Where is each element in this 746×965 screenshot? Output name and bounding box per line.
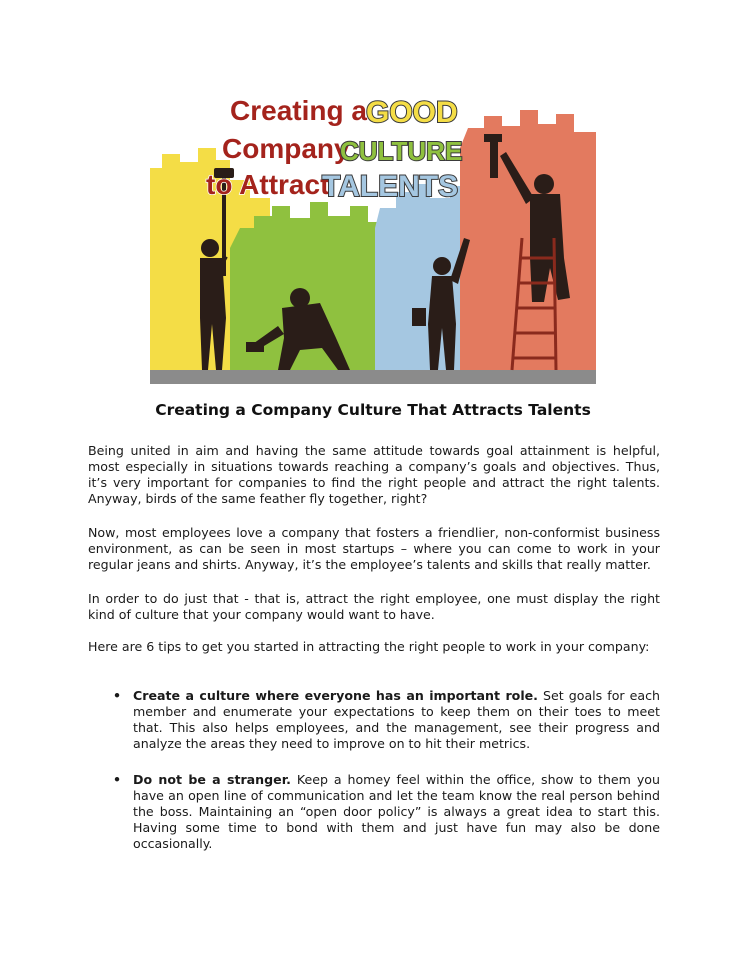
hero-line1-accent: GOOD xyxy=(366,96,458,129)
list-item xyxy=(88,688,660,752)
hero-line2-accent: CULTURE xyxy=(340,136,463,166)
hero-line3-accent: TALENTS xyxy=(322,170,459,203)
hero-title xyxy=(206,95,462,203)
hero-illustration-svg xyxy=(150,88,596,384)
tip-body: Keep a homey feel within the office, show to them you have an open line of communication and let the team know the real person behind the boss. Maintaining an “open door policy” is always a great idea to start this. Having some time to bond with them and just have fun may also be done occasionally. xyxy=(133,772,660,851)
hero-line2: Company xyxy=(222,133,350,164)
hero-line3: to Attract xyxy=(206,169,330,200)
ground-strip xyxy=(150,370,596,384)
list-item xyxy=(88,772,660,852)
paragraph-culture: In order to do just that - that is, attract the right employee, one must display the right kind of culture that your company would want to have. xyxy=(88,591,660,622)
hero-line1: Creating a xyxy=(230,95,367,126)
paragraph-tips-intro: Here are 6 tips to get you started in attracting the right people to work in your company: xyxy=(88,639,650,654)
tip-heading: Do not be a stranger. xyxy=(133,772,291,787)
paragraph-intro: Being united in aim and having the same attitude towards goal attainment is helpful, most especially in situations towards reaching a company’s goals and objectives. Thus, it’s very important for companies to find the right people and attract the right talents. Anyway, birds of the same feather fly together, right? xyxy=(88,443,660,506)
document-title: Creating a Company Culture That Attracts Talents xyxy=(155,401,591,419)
bullet-icon: • xyxy=(113,772,122,787)
paragraph-startups: Now, most employees love a company that fosters a friendlier, non-conformist business environment, as can be seen in most startups – where you can come to work in your regular jeans and shirts. Anyway, it’s the employee’s talents and skills that really matter. xyxy=(88,525,660,572)
tip-heading: Create a culture where everyone has an important role. xyxy=(133,688,538,703)
tips-list xyxy=(88,688,660,872)
bullet-icon: • xyxy=(113,688,122,703)
tip-body: Set goals for each member and enumerate your expectations to keep them on their toes to meet that. This also helps employees, and the management, see their progress and analyze the areas they need to improve on to hit their metrics. xyxy=(133,688,660,751)
hero-illustration xyxy=(150,88,596,384)
